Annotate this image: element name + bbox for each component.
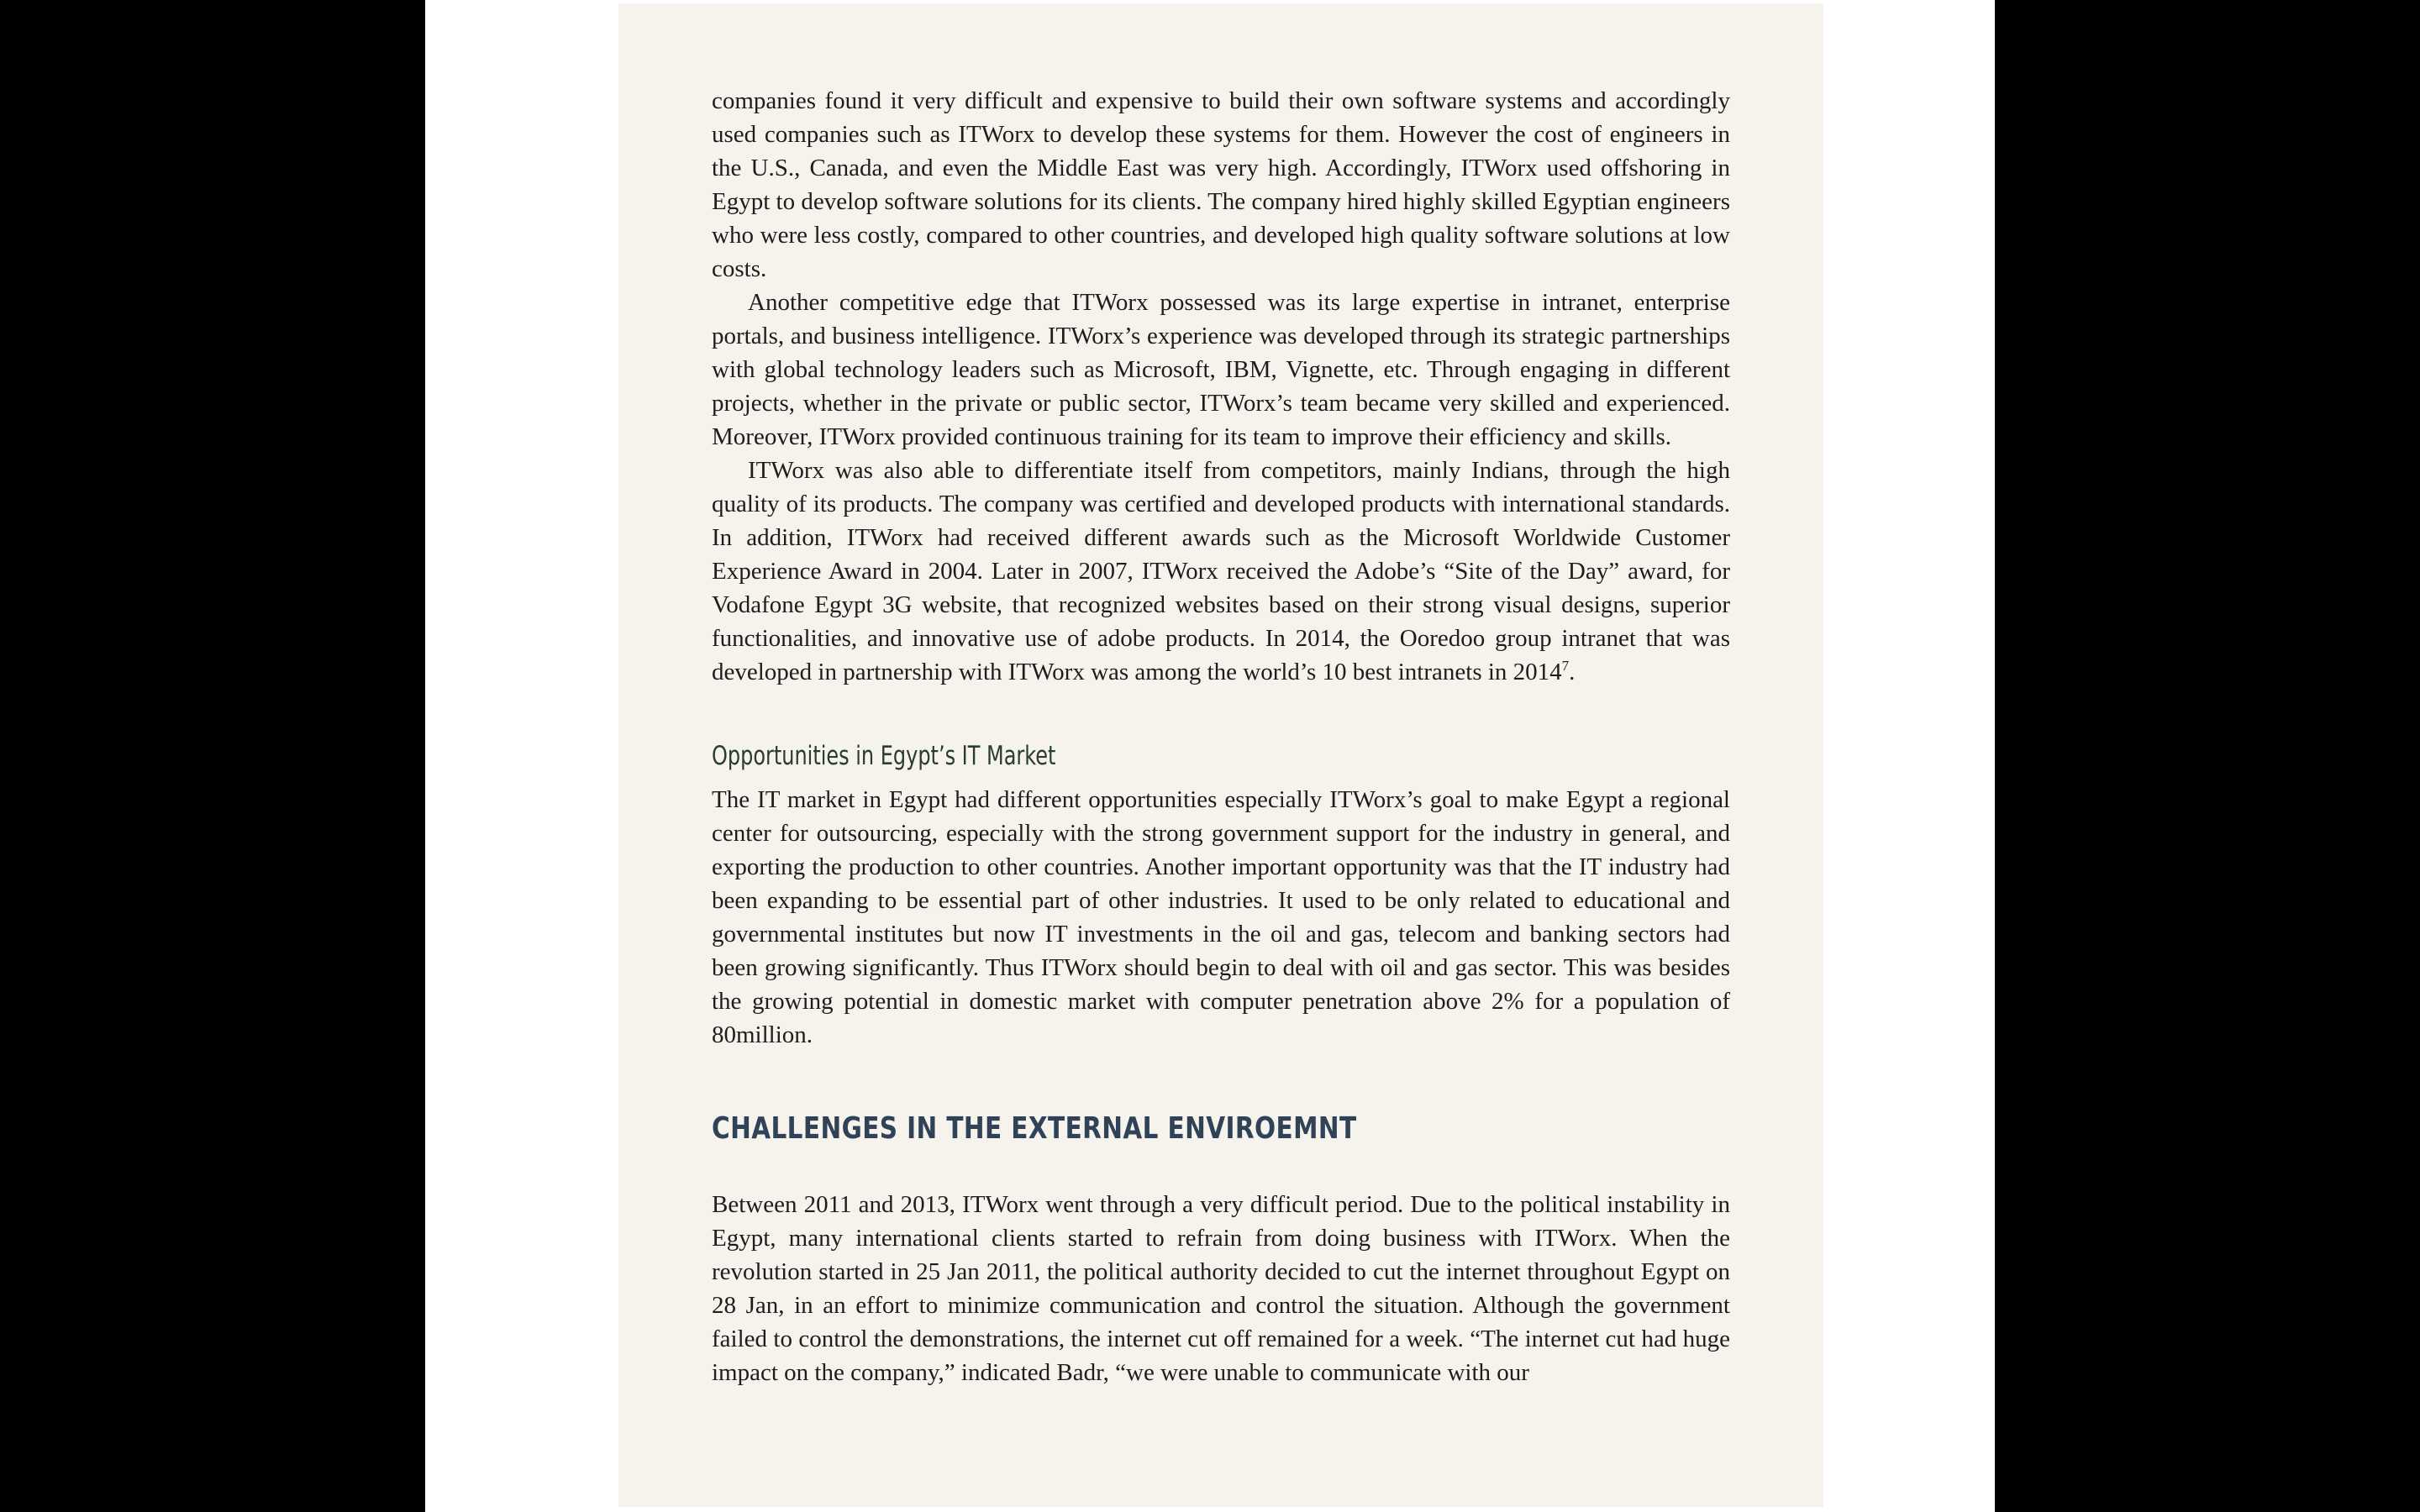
text-column — [712, 84, 1730, 1389]
footnote-marker[interactable]: 7 — [1561, 658, 1570, 674]
body-paragraph-3 — [712, 454, 1730, 689]
body-paragraph-3-end: . — [1569, 659, 1576, 685]
page-content — [618, 3, 1823, 1507]
section-heading-challenges: CHALLENGES IN THE EXTERNAL ENVIROEMNT — [712, 1111, 1357, 1146]
challenges-paragraph: Between 2011 and 2013, ITWorx went through a very difficult period. Due to the political instability in Egypt, many international clients started to refrain from doing business with ITWorx. When the revolution started in 25 Jan 2011, the political authority decided to cut the internet throughout Egypt on 28 Jan, in an effort to minimize communication and control the situation. Although the government failed to control the demonstrations, the internet cut off remained for a week. “The internet cut had huge impact on the company,” indicated Badr, “we were unable to communicate with our — [712, 1191, 1730, 1386]
subheading-opportunities: Opportunities in Egypt’s IT Market — [712, 741, 1056, 771]
body-paragraph-1: companies found it very difficult and expensive to build their own software systems and accordingly used companies such as ITWorx to develop these systems for them. However the cost of engineers in the U.S., Canada, and even the Middle East was very high. Accordingly, ITWorx used offshoring in Egypt to develop software solutions for its clients. The company hired highly skilled Egyptian engineers who were less costly, compared to other countries, and developed high quality software solutions at low costs. — [712, 87, 1730, 282]
body-paragraph-3-text: ITWorx was also able to differentiate itself from competitors, mainly Indians, through the high quality of its products. The company was certified and developed products with international standards. In addition, ITWorx had received different awards such as the Microsoft Worldwide Customer Experience Award in 2004. Later in 2007, ITWorx received the Adobe’s “Site of the Day” award, for Vodafone Egypt 3G website, that recognized websites based on their strong visual designs, superior functionalities, and innovative use of adobe products. In 2014, the Ooredoo group intranet that was developed in partnership with ITWorx was among the world’s 10 best intranets in 2014 — [712, 457, 1730, 685]
body-paragraph-2: Another competitive edge that ITWorx possessed was its large expertise in intranet, enterprise portals, and business intelligence. ITWorx’s experience was developed through its strategic partnerships with global technology leaders such as Microsoft, IBM, Vignette, etc. Through engaging in different projects, whether in the private or public sector, ITWorx’s team became very skilled and experienced. Moreover, ITWorx provided continuous training for its team to improve their efficiency and skills. — [712, 289, 1730, 450]
opportunities-paragraph: The IT market in Egypt had different opportunities especially ITWorx’s goal to make Egypt a regional center for outsourcing, especially with the strong government support for the industry in general, and exporting the production to other countries. Another important opportunity was that the IT industry had been expanding to be essential part of other industries. It used to be only related to educational and governmental institutes but now IT investments in the oil and gas, telecom and banking sectors had been growing significantly. Thus ITWorx should begin to deal with oil and gas sector. This was besides the growing potential in domestic market with computer penetration above 2% for a population of 80million. — [712, 786, 1730, 1048]
